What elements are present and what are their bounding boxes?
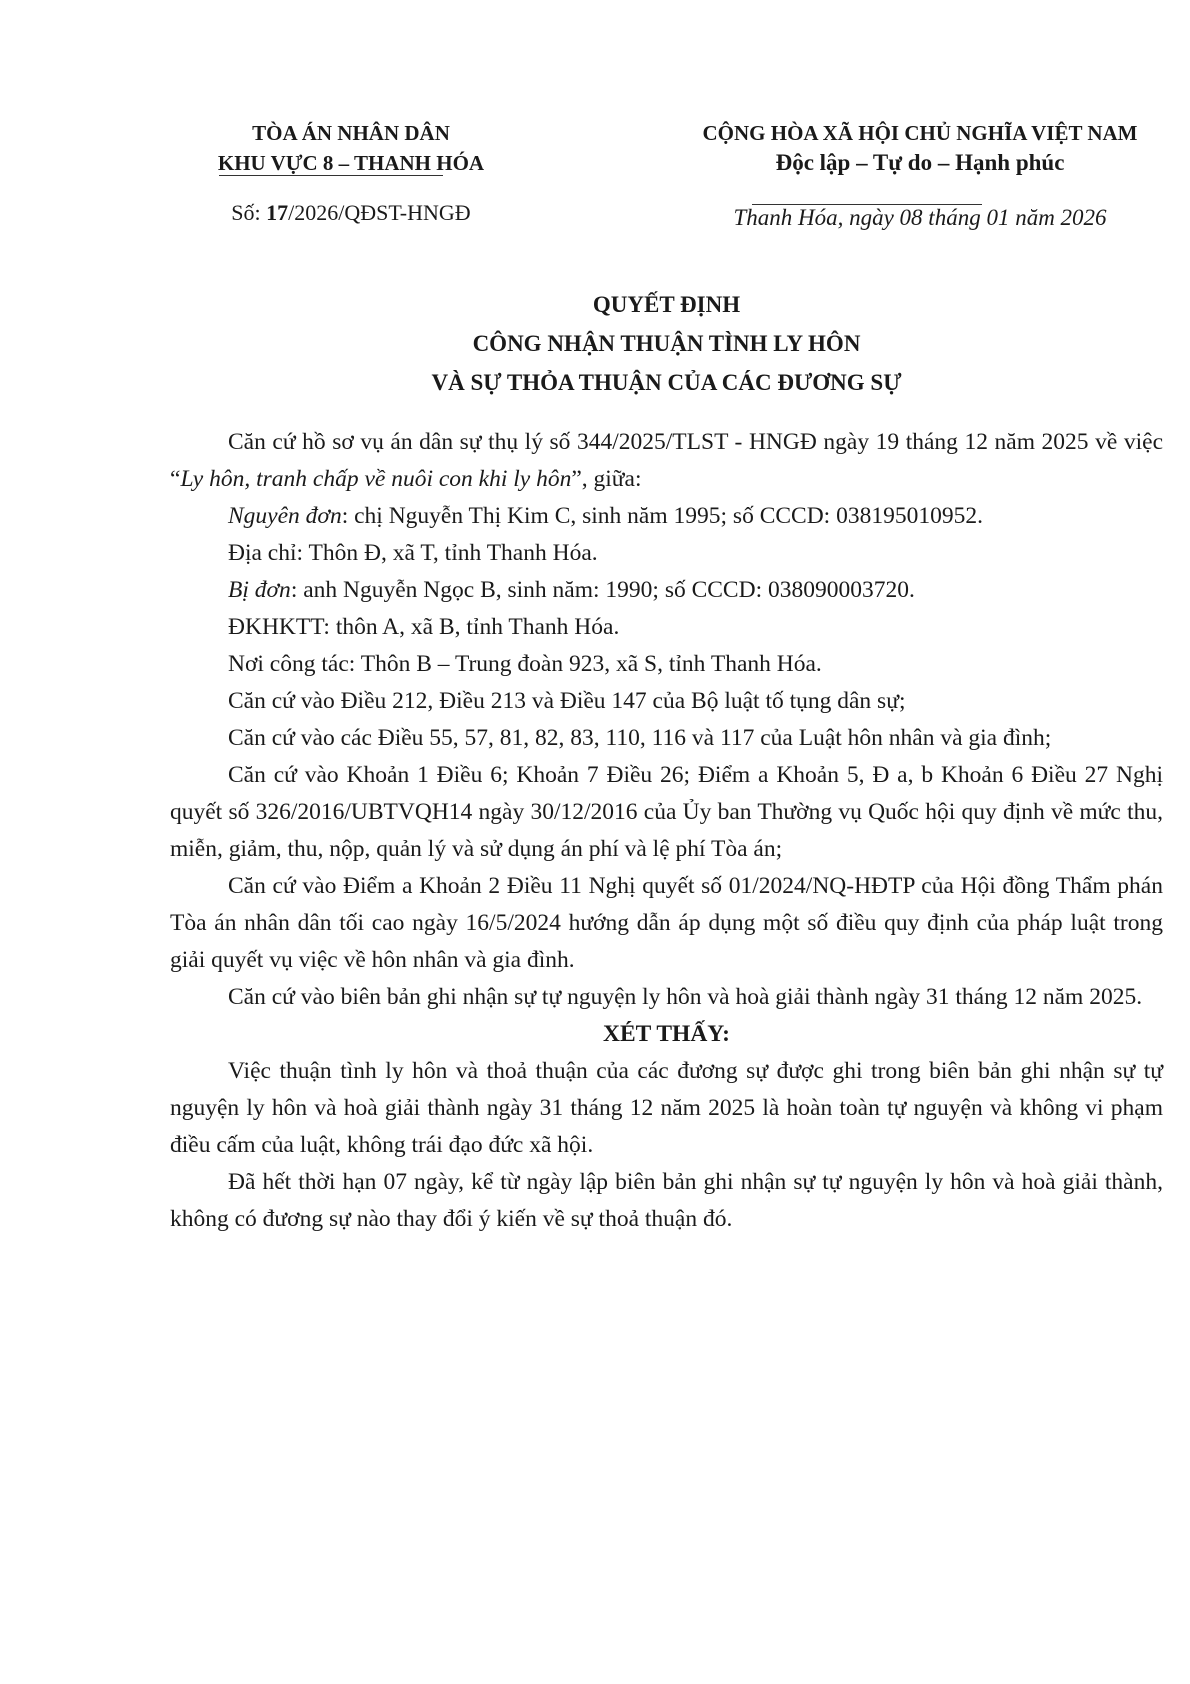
defendant-info: : anh Nguyễn Ngọc B, sinh năm: 1990; số CCCD: 038090003720. bbox=[290, 577, 915, 603]
court-name-underline bbox=[219, 175, 443, 176]
finding-1: Việc thuận tình ly hôn và thoả thuận của các đương sự được ghi trong biên bản ghi nhận sự tự nguyện ly hôn và hoà giải thành ngày 31 tháng 12 năm 2025 là hoàn toàn tự nguyện và không vi phạm điều cấm của luật, không trái đạo đức xã hội. bbox=[170, 1058, 1163, 1158]
defendant-paragraph bbox=[170, 572, 1163, 609]
case-basis-paragraph bbox=[170, 424, 1163, 498]
legal-basis-4: Căn cứ vào Điểm a Khoản 2 Điều 11 Nghị quyết số 01/2024/NQ-HĐTP của Hội đồng Thẩm phán Tòa án nhân dân tối cao ngày 16/5/2024 hướng dẫn áp dụng một số điều quy định của pháp luật trong giải quyết vụ việc về hôn nhân và gia đình. bbox=[170, 873, 1163, 973]
legal-basis-1: Căn cứ vào Điều 212, Điều 213 và Điều 147 của Bộ luật tố tụng dân sự; bbox=[228, 688, 906, 714]
document-number bbox=[182, 200, 520, 226]
doc-number-suffix: /2026/QĐST-HNGĐ bbox=[288, 200, 471, 225]
doc-number-prefix: Số: bbox=[231, 200, 267, 225]
document-body bbox=[170, 424, 1163, 1238]
doc-number-value: 17 bbox=[266, 200, 289, 225]
defendant-workplace: Nơi công tác: Thôn B – Trung đoàn 923, xã S, tỉnh Thanh Hóa. bbox=[228, 651, 822, 677]
document-title bbox=[170, 285, 1163, 402]
court-name-line1: TÒA ÁN NHÂN DÂN bbox=[252, 121, 450, 145]
legal-basis-2: Căn cứ vào các Điều 55, 57, 81, 82, 83, 110, 116 và 117 của Luật hôn nhân và gia đình; bbox=[228, 725, 1052, 751]
plaintiff-address: Địa chỉ: Thôn Đ, xã T, tỉnh Thanh Hóa. bbox=[228, 540, 598, 566]
title-line3: VÀ SỰ THỎA THUẬN CỦA CÁC ĐƯƠNG SỰ bbox=[431, 370, 902, 395]
plaintiff-info: : chị Nguyễn Thị Kim C, sinh năm 1995; số CCCD: 038195010952. bbox=[341, 503, 983, 529]
place-date: Thanh Hóa, ngày 08 tháng 01 năm 2026 bbox=[733, 205, 1107, 230]
case-basis-text: Căn cứ hồ sơ vụ án dân sự thụ lý số 344/2025/TLST - HNGĐ ngày 19 tháng 12 năm 2025 về việc “ bbox=[170, 429, 1163, 492]
defendant-label: Bị đơn bbox=[228, 577, 291, 603]
nation-name: CỘNG HÒA XÃ HỘI CHỦ NGHĨA VIỆT NAM bbox=[702, 121, 1138, 145]
finding-2: Đã hết thời hạn 07 ngày, kể từ ngày lập biên bản ghi nhận sự tự nguyện ly hôn và hoà giải thành, không có đương sự nào thay đổi ý kiến về sự thoả thuận đó. bbox=[170, 1169, 1163, 1232]
legal-basis-3: Căn cứ vào Khoản 1 Điều 6; Khoản 7 Điều 26; Điểm a Khoản 5, Đ a, b Khoản 6 Điều 27 Nghị quyết số 326/2016/UBTVQH14 ngày 30/12/2016 của Ủy ban Thường vụ Quốc hội quy định về mức thu, miễn, giảm, thu, nộp, quản lý và sử dụng án phí và lệ phí Tòa án; bbox=[170, 762, 1163, 862]
case-subject: Ly hôn, tranh chấp về nuôi con khi ly hôn bbox=[180, 466, 572, 492]
title-line2: CÔNG NHẬN THUẬN TÌNH LY HÔN bbox=[472, 331, 861, 356]
plaintiff-paragraph bbox=[170, 498, 1163, 535]
defendant-residence: ĐKHKTT: thôn A, xã B, tỉnh Thanh Hóa. bbox=[228, 614, 620, 640]
court-header bbox=[182, 118, 520, 178]
court-name-line2: KHU VỰC 8 – THANH HÓA bbox=[217, 151, 485, 175]
legal-basis-5: Căn cứ vào biên bản ghi nhận sự tự nguyện ly hôn và hoà giải thành ngày 31 tháng 12 năm 2025. bbox=[228, 984, 1143, 1010]
national-motto: Độc lập – Tự do – Hạnh phúc bbox=[775, 150, 1065, 175]
title-line1: QUYẾT ĐỊNH bbox=[592, 292, 741, 317]
section-heading: XÉT THẤY: bbox=[603, 1021, 730, 1047]
nation-header bbox=[650, 118, 1190, 178]
case-basis-tail: ”, giữa: bbox=[571, 466, 642, 492]
plaintiff-label: Nguyên đơn bbox=[228, 503, 342, 529]
